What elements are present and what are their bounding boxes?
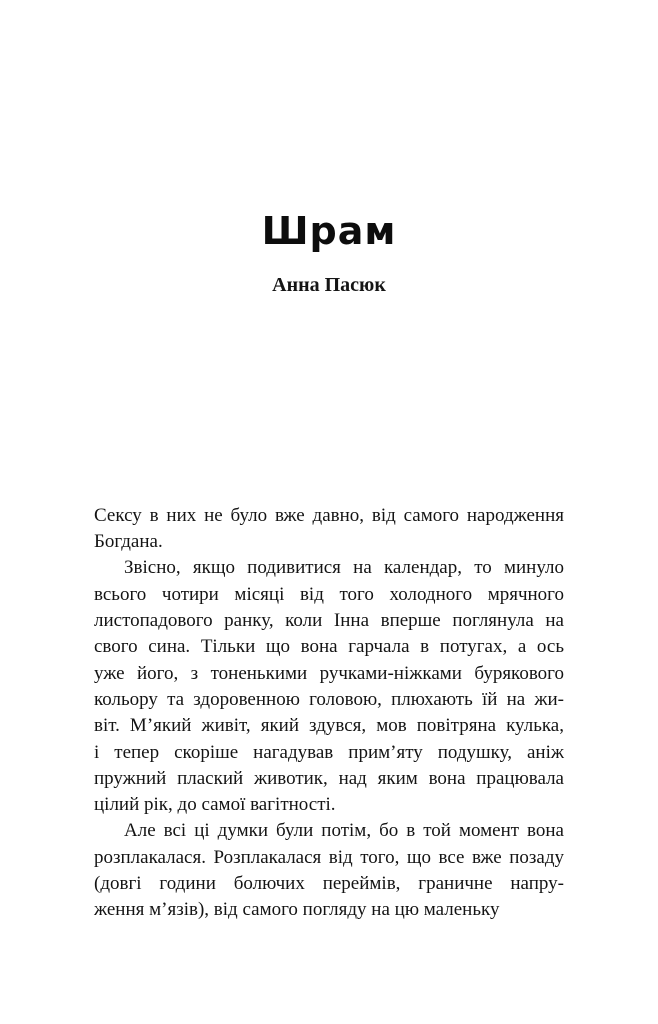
- text-line: уже його, з тоненькими ручками-ніжками бурякового: [94, 662, 564, 684]
- text-line: свого сина. Тільки що вона гарчала в потугах, а ось: [94, 636, 564, 658]
- text-line: розплакалася. Розплакалася від того, що все вже позаду: [94, 846, 564, 868]
- text-line: цілий рік, до самої вагітності.: [94, 794, 336, 816]
- text-line: Звісно, якщо подивитися на календар, то минуло: [124, 557, 564, 579]
- text-line: віт. М’який живіт, який здувся, мов повітряна кулька,: [94, 715, 564, 737]
- text-line: листопадового ранку, коли Інна вперше поглянула на: [94, 610, 564, 632]
- text-line: (довгі години болючих переймів, граничне напру-: [94, 873, 564, 895]
- author-name: Анна Пасюк: [272, 273, 386, 296]
- text-line: Сексу в них не було вже давно, від самого народження: [94, 504, 564, 526]
- text-line: пружний плаский животик, над яким вона працювала: [94, 767, 564, 789]
- text-line: Але всі ці думки були потім, бо в той момент вона: [124, 820, 564, 842]
- text-line: всього чотири місяці від того холодного мрячного: [94, 583, 564, 605]
- text-line: ження м’язів), від самого погляду на цю маленьку: [94, 899, 500, 921]
- body-text: [94, 503, 564, 924]
- story-title: Шрам: [261, 209, 397, 253]
- text-line: Богдана.: [94, 531, 163, 553]
- text-line: кольору та здоровенною головою, плюхають їй на жи-: [94, 688, 564, 710]
- text-line: і тепер скоріше нагадував прим’яту подушку, аніж: [94, 741, 564, 763]
